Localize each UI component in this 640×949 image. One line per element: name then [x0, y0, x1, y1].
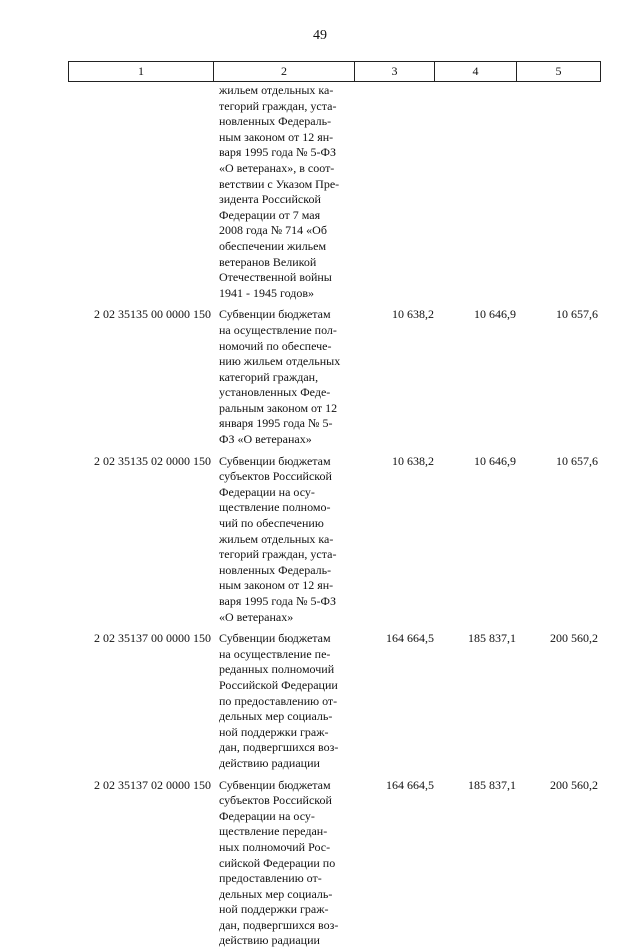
column-number-header [68, 61, 601, 82]
value-col-5 [516, 83, 600, 301]
table-row [68, 631, 600, 771]
value-col-4: 10 646,9 [474, 453, 516, 468]
item-description: Субвенции бюджетам субъектов Российской Федерации на осу- ществление передан- ных полномочий Рос- сийской Федерации по предоставлению от- дельных мер социаль- ной поддержки граж- дан, подвергшихся воз- действию радиации [219, 777, 339, 948]
value-col-5: 10 657,6 [556, 453, 598, 468]
header-col-1: 1 [69, 62, 214, 82]
value-col-3: 10 638,2 [392, 453, 434, 468]
page-number: 49 [313, 28, 327, 43]
value-col-5: 10 657,6 [556, 307, 598, 322]
value-col-4 [434, 83, 516, 301]
value-col-3: 164 664,5 [386, 777, 434, 792]
item-description: Субвенции бюджетам субъектов Российской Федерации на осу- ществление полномо- чий по обеспечению жильем отдельных ка- тегорий граждан, уста- новленных Федераль- ным законом от 12 ян- варя 1995 года № 5-ФЗ «О ветеранах» [219, 453, 337, 624]
budget-code [68, 83, 213, 301]
item-description: жильем отдельных ка- тегорий граждан, уста- новленных Федераль- ным законом от 12 ян- варя 1995 года № 5-ФЗ «О ветеранах», в соот- ветствии с Указом Пре- зидента Российской Федерации от 7 мая 2008 года № 714 «Об обеспечении жильем ветеранов Великой Отечественной войны 1941 - 1945 годов» [219, 83, 340, 300]
value-col-3 [354, 83, 434, 301]
budget-code: 2 02 35135 00 0000 150 [94, 307, 211, 322]
value-col-4: 185 837,1 [468, 631, 516, 646]
budget-code: 2 02 35137 00 0000 150 [94, 631, 211, 646]
budget-table-body [68, 83, 600, 949]
value-col-5: 200 560,2 [550, 777, 598, 792]
header-col-3: 3 [355, 62, 435, 82]
value-col-5: 200 560,2 [550, 631, 598, 646]
table-row [68, 454, 600, 626]
value-col-3: 10 638,2 [392, 307, 434, 322]
value-col-4: 185 837,1 [468, 777, 516, 792]
value-col-3: 164 664,5 [386, 631, 434, 646]
budget-code: 2 02 35137 02 0000 150 [94, 777, 211, 792]
table-row [68, 307, 600, 447]
value-col-4: 10 646,9 [474, 307, 516, 322]
header-col-4: 4 [435, 62, 517, 82]
table-row [68, 778, 600, 949]
item-description: Субвенции бюджетам на осуществление пол- номочий по обеспече- нию жильем отдельных категорий граждан, установленных Феде- ральным законом от 12 января 1995 года № 5- ФЗ «О ветеранах» [219, 307, 341, 447]
header-col-2: 2 [214, 62, 355, 82]
item-description: Субвенции бюджетам на осуществление пе- реданных полномочий Российской Федерации по предоставлению от- дельных мер социаль- ной поддержки граж- дан, подвергшихся воз- действию радиации [219, 631, 339, 770]
header-col-5: 5 [517, 62, 601, 82]
table-row [68, 83, 600, 301]
budget-code: 2 02 35135 02 0000 150 [94, 453, 211, 468]
